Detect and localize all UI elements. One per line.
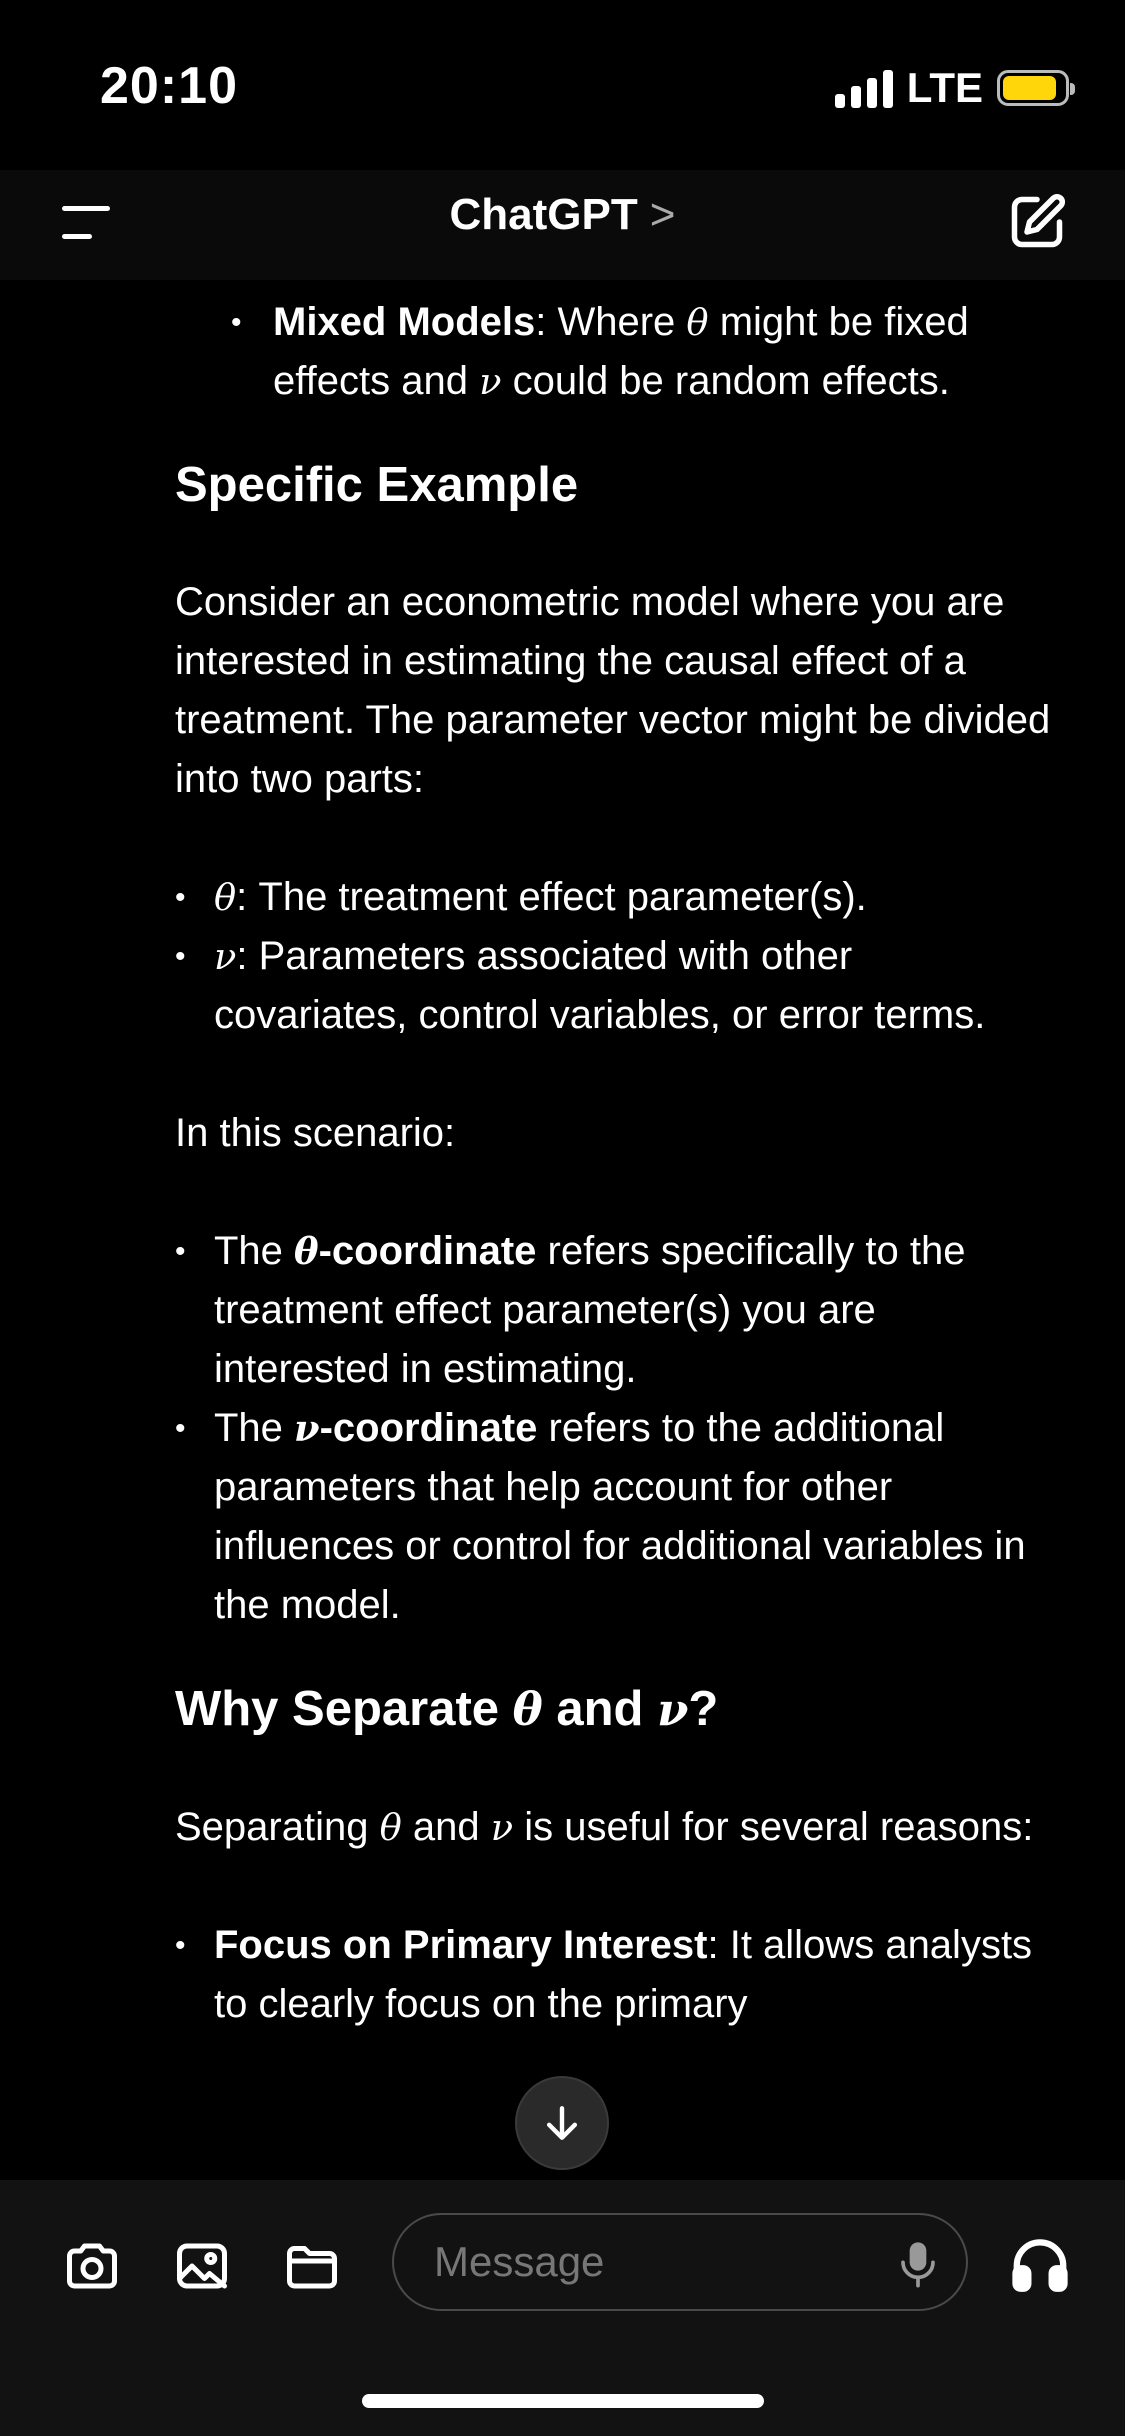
- photo-icon[interactable]: [172, 2236, 232, 2296]
- list-item: • Focus on Primary Interest: It allows analysts to clearly focus on the primary: [175, 1916, 1055, 2034]
- heading-why-separate: Why Separate θ and ν?: [175, 1682, 719, 1736]
- paragraph-separating: Separating θ and ν is useful for several reasons:: [175, 1805, 1034, 1849]
- coordinate-list: [175, 1222, 1055, 1635]
- home-indicator: [362, 2394, 764, 2408]
- chat-title: ChatGPT: [449, 190, 638, 239]
- heading-specific-example: Specific Example: [175, 458, 579, 512]
- list-item: • Mixed Models: Where θ might be fixed effects and ν could be random effects.: [175, 293, 1055, 411]
- mic-icon[interactable]: [898, 2239, 938, 2289]
- battery-icon: [997, 70, 1069, 106]
- paragraph-consider: Consider an econometric model where you are interested in estimating the causal effect of a treatment. The parameter vector might be divided into two parts:: [175, 580, 1051, 801]
- reasons-list: [175, 1916, 1055, 2034]
- folder-icon[interactable]: [282, 2236, 342, 2296]
- paragraph-scenario: In this scenario:: [175, 1111, 456, 1155]
- parameter-list: [175, 868, 1055, 1045]
- new-chat-edit-icon[interactable]: [1007, 192, 1067, 252]
- chevron-right-icon: >: [649, 190, 676, 239]
- headphones-icon[interactable]: [1009, 2232, 1071, 2294]
- message-input-container[interactable]: [392, 2213, 968, 2311]
- network-label: LTE: [906, 64, 983, 111]
- status-bar: [0, 0, 1125, 170]
- scroll-to-bottom-button[interactable]: [515, 2076, 609, 2170]
- status-time: 20:10: [100, 57, 238, 115]
- camera-icon[interactable]: [62, 2236, 122, 2296]
- chat-title-button[interactable]: [0, 190, 1125, 240]
- nav-bar: [0, 170, 1125, 280]
- arrow-down-icon: [540, 2101, 584, 2145]
- list-item: • θ: The treatment effect parameter(s).: [175, 868, 1055, 927]
- assistant-message: [175, 280, 1055, 2180]
- list-item: • The ν-coordinate refers to the additional parameters that help account for other influences or control for additional variables in the model.: [175, 1399, 1055, 1635]
- list-item: • The θ-coordinate refers specifically to the treatment effect parameter(s) you are interested in estimating.: [175, 1222, 1055, 1399]
- message-input[interactable]: [432, 2237, 876, 2287]
- signal-icon: [835, 68, 893, 108]
- status-indicators: [835, 64, 1069, 112]
- list-item: • ν: Parameters associated with other covariates, control variables, or error terms.: [175, 927, 1055, 1045]
- mixed-models-list: [175, 293, 1055, 411]
